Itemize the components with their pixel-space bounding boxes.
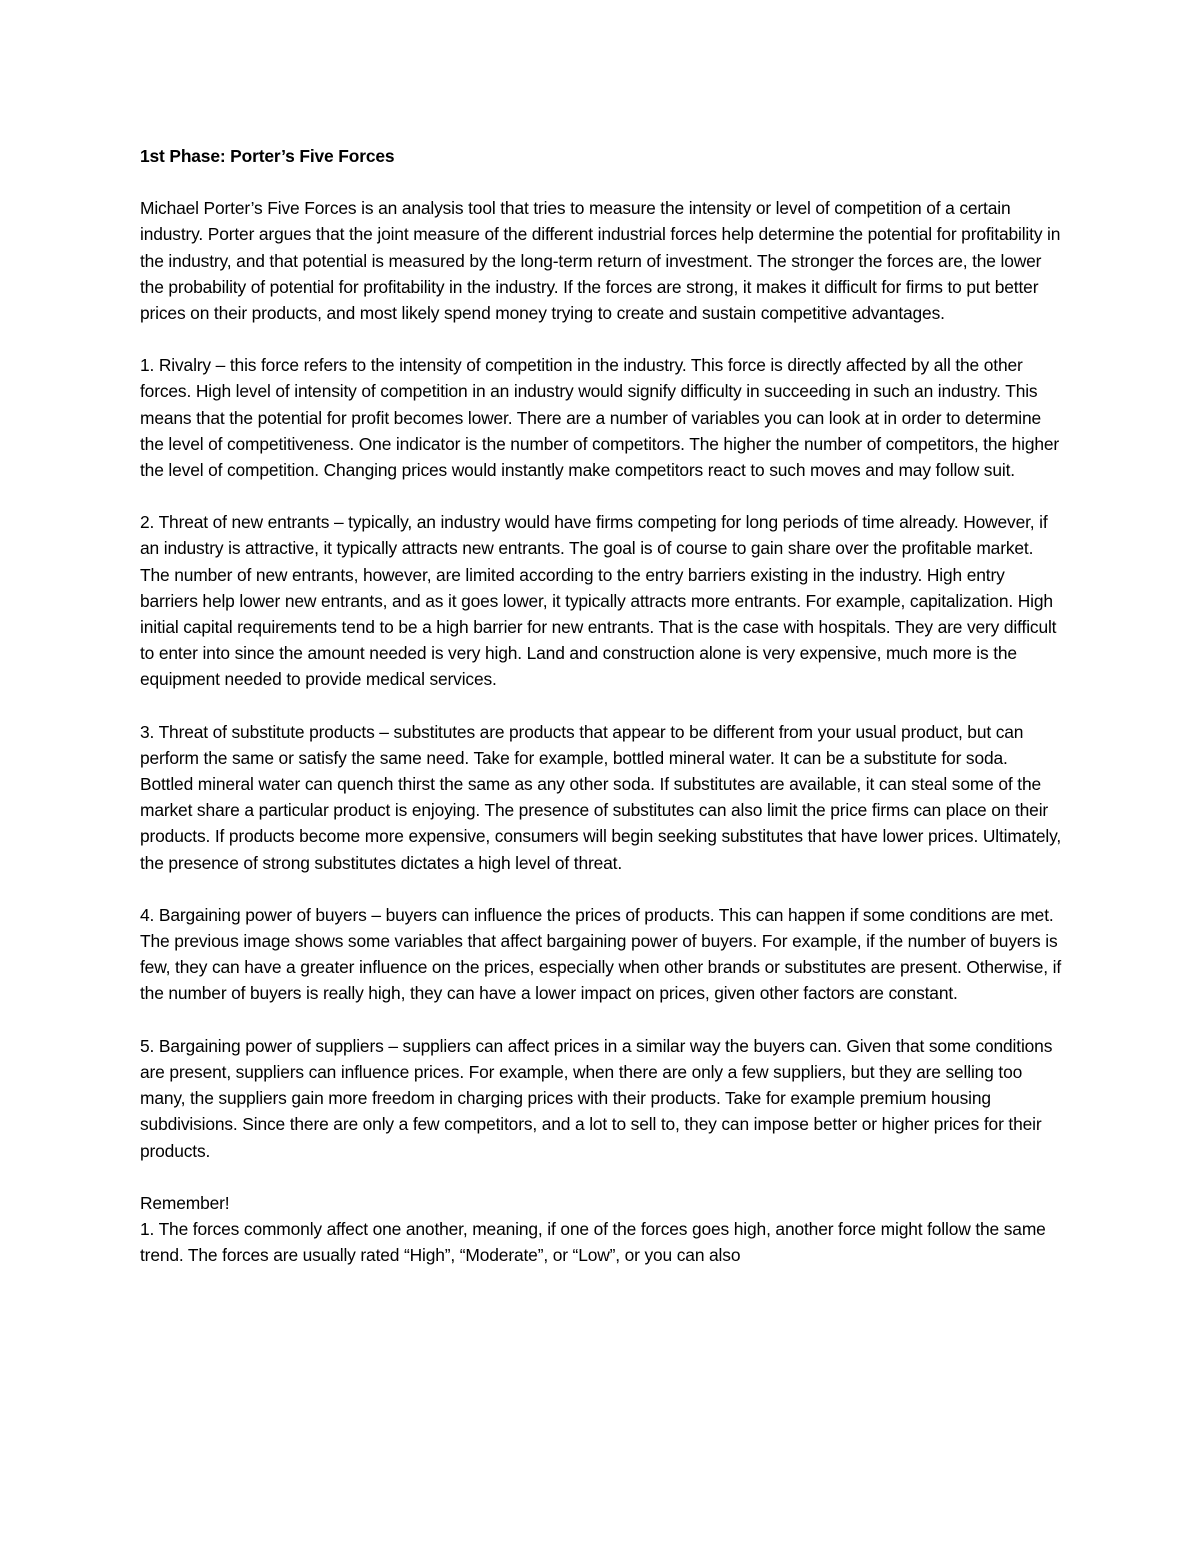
force-new-entrants-paragraph: 2. Threat of new entrants – typically, an industry would have firms competing for long periods of time already. However, if an industry is attractive, it typically attracts new entrants. The goal is of course to gain share over the profitable market. The number of new entrants, however, are limited according to the entry barriers existing in the industry. High entry barriers help lower new entrants, and as it goes lower, it typically attracts more entrants. For example, capitalization. High initial capital requirements tend to be a high barrier for new entrants. That is the case with hospitals. They are very difficult to enter into since the amount needed is very high. Land and construction alone is very expensive, much more is the equipment needed to provide medical services. <box>140 512 1057 690</box>
force-buyers-paragraph: 4. Bargaining power of buyers – buyers can influence the prices of products. This can happen if some conditions are met. The previous image shows some variables that affect bargaining power of buyers. For example, if the number of buyers is few, they can have a greater influence on the prices, especially when other brands or substitutes are present. Otherwise, if the number of buyers is really high, they can have a lower impact on prices, given other factors are constant. <box>140 904 1062 1004</box>
remember-item: 1. The forces commonly affect one another, meaning, if one of the forces goes high, another force might follow the same trend. The forces are usually rated “High”, “Moderate”, or “Low”, or you can also <box>140 1218 1046 1266</box>
page-title: 1st Phase: Porter’s Five Forces <box>140 146 395 166</box>
force-substitutes-paragraph: 3. Threat of substitute products – substitutes are products that appear to be different from your usual product, but can perform the same or satisfy the same need. Take for example, bottled mineral water. It can be a substitute for soda. Bottled mineral water can quench thirst the same as any other soda. If substitutes are available, it can steal some of the market share a particular product is enjoying. The presence of substitutes can also limit the price firms can place on their products. If products become more expensive, consumers will begin seeking substitutes that have lower prices. Ultimately, the presence of strong substitutes dictates a high level of threat. <box>140 721 1062 873</box>
document-body <box>140 140 1062 1268</box>
intro-paragraph: Michael Porter’s Five Forces is an analysis tool that tries to measure the intensity or level of competition of a certain industry. Porter argues that the joint measure of the different industrial forces help determine the potential for profitability in the industry, and that potential is measured by the long-term return of investment. The stronger the forces are, the lower the probability of potential for profitability in the industry. If the forces are strong, it makes it difficult for firms to put better prices on their products, and most likely spend money trying to create and sustain competitive advantages. <box>140 198 1061 324</box>
remember-heading: Remember! <box>140 1192 230 1213</box>
force-suppliers-paragraph: 5. Bargaining power of suppliers – suppliers can affect prices in a similar way the buyers can. Given that some conditions are present, suppliers can influence prices. For example, when there are only a few suppliers, but they are selling too many, the suppliers gain more freedom in charging prices with their products. Take for example premium housing subdivisions. Since there are only a few competitors, and a lot to sell to, they can impose better or higher prices for their products. <box>140 1035 1053 1161</box>
force-rivalry-paragraph: 1. Rivalry – this force refers to the intensity of competition in the industry. This force is directly affected by all the other forces. High level of intensity of competition in an industry would signify difficulty in succeeding in such an industry. This means that the potential for profit becomes lower. There are a number of variables you can look at in order to determine the level of competitiveness. One indicator is the number of competitors. The higher the number of competitors, the higher the level of competition. Changing prices would instantly make competitors react to such moves and may follow suit. <box>140 355 1060 481</box>
